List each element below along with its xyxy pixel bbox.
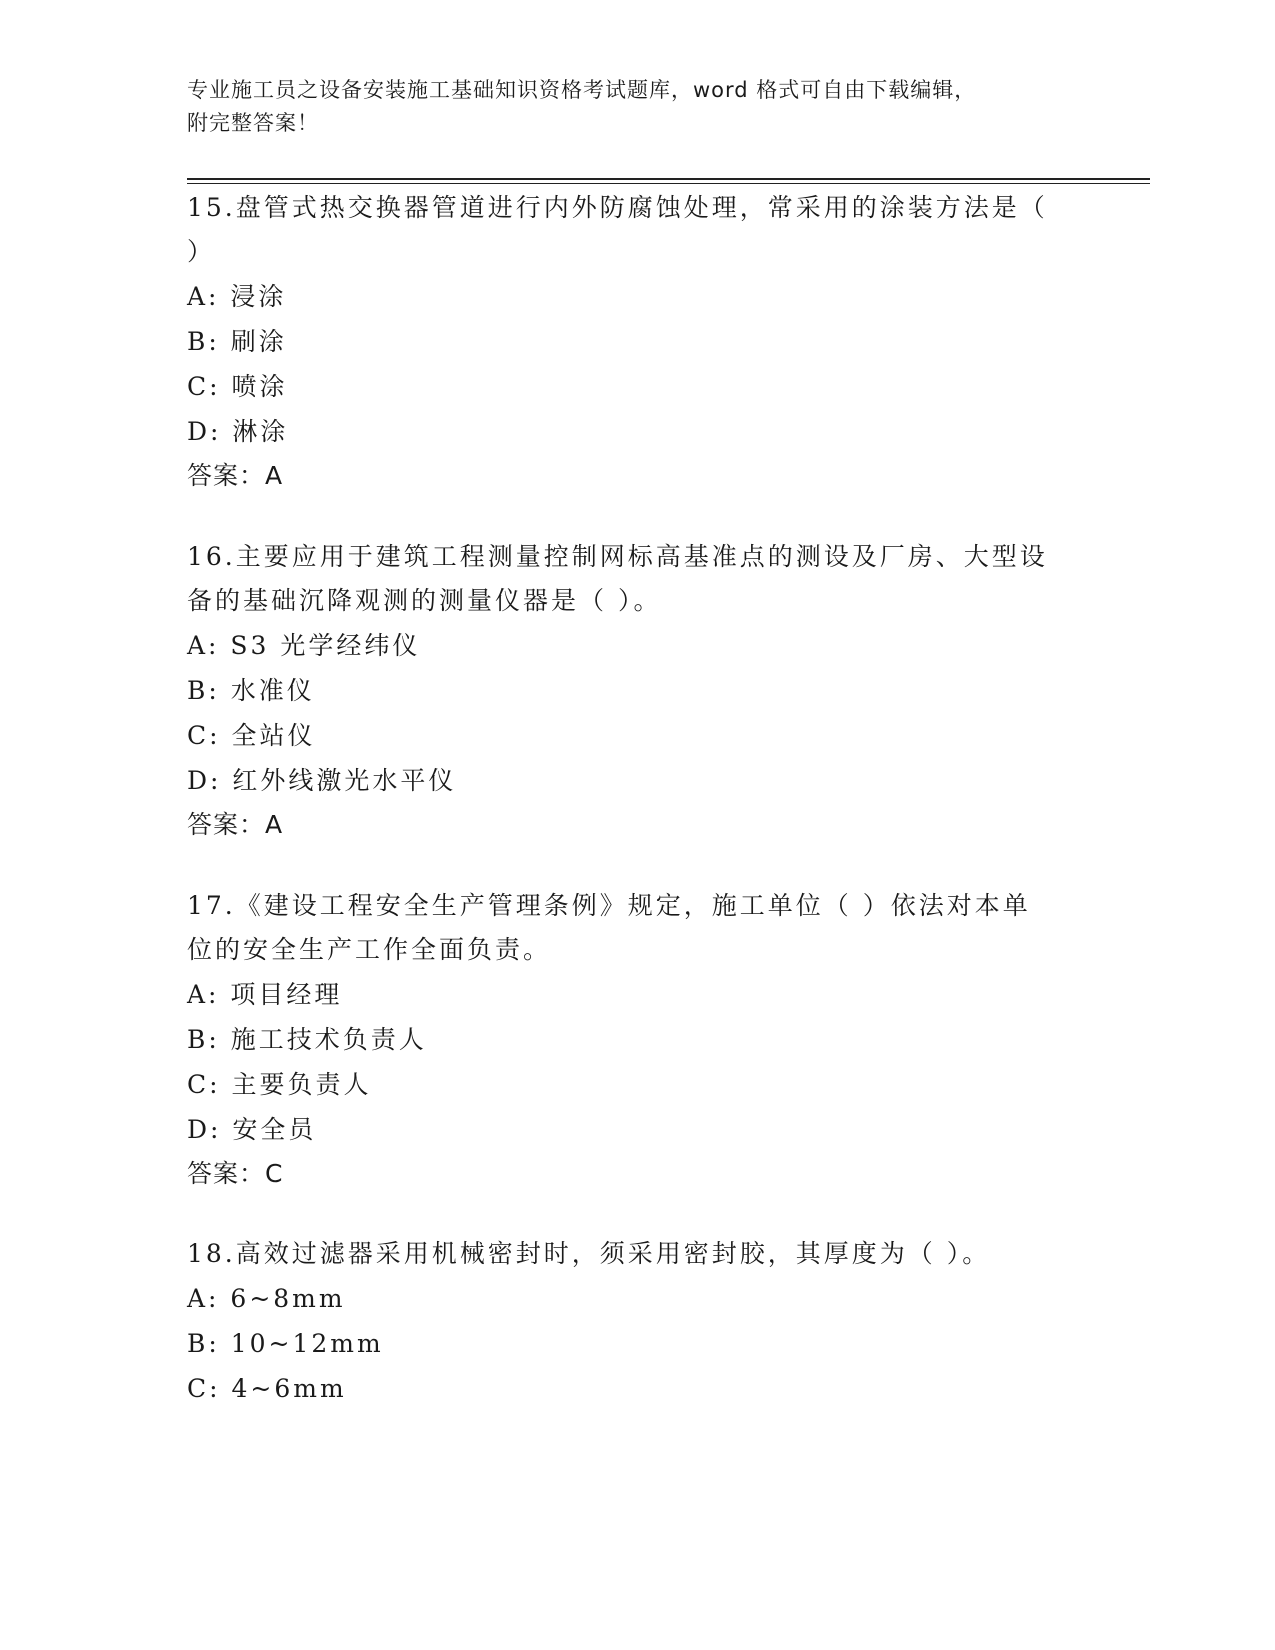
question-text-line: ） — [187, 237, 216, 266]
header-line-2: 附完整答案！ — [187, 111, 319, 135]
option-a: A: S3 光学经纬仪 — [187, 631, 421, 660]
option-c: C: 4~6mm — [187, 1374, 347, 1403]
answer: 答案：C — [187, 1159, 284, 1188]
header-divider-thick — [187, 178, 1150, 180]
option-d: D: 淋涂 — [187, 417, 289, 446]
option-c: C: 全站仪 — [187, 721, 316, 750]
question-text-line: 17.《建设工程安全生产管理条例》规定，施工单位（ ）依法对本单 — [187, 891, 1031, 920]
question-text-line: 位的安全生产工作全面负责。 — [187, 935, 552, 964]
answer: 答案：A — [187, 810, 284, 839]
question-15 — [187, 186, 1087, 498]
option-d: D: 红外线激光水平仪 — [187, 766, 457, 795]
question-text-line: 备的基础沉降观测的测量仪器是（ ）。 — [187, 586, 662, 615]
option-b: B: 刷涂 — [187, 327, 287, 356]
option-c: C: 喷涂 — [187, 372, 288, 401]
answer: 答案：A — [187, 461, 284, 490]
option-b: B: 施工技术负责人 — [187, 1025, 427, 1054]
option-b: B: 水准仪 — [187, 676, 315, 705]
question-text-line: 16.主要应用于建筑工程测量控制网标高基准点的测设及厂房、大型设 — [187, 542, 1048, 571]
option-a: A: 浸涂 — [187, 282, 287, 311]
question-16 — [187, 535, 1087, 847]
question-text-line: 15.盘管式热交换器管道进行内外防腐蚀处理，常采用的涂装方法是（ — [187, 193, 1048, 222]
option-a: A: 项目经理 — [187, 980, 343, 1009]
header-divider-thin — [187, 183, 1150, 184]
document-header — [187, 74, 1087, 140]
option-d: D: 安全员 — [187, 1115, 317, 1144]
option-b: B: 10~12mm — [187, 1329, 384, 1358]
option-c: C: 主要负责人 — [187, 1070, 372, 1099]
question-18 — [187, 1232, 1087, 1411]
question-17 — [187, 884, 1087, 1196]
header-line-1: 专业施工员之设备安装施工基础知识资格考试题库，word 格式可自由下载编辑， — [187, 78, 977, 102]
option-a: A: 6~8mm — [187, 1284, 346, 1313]
question-text-line: 18.高效过滤器采用机械密封时，须采用密封胶，其厚度为（ ）。 — [187, 1239, 991, 1268]
